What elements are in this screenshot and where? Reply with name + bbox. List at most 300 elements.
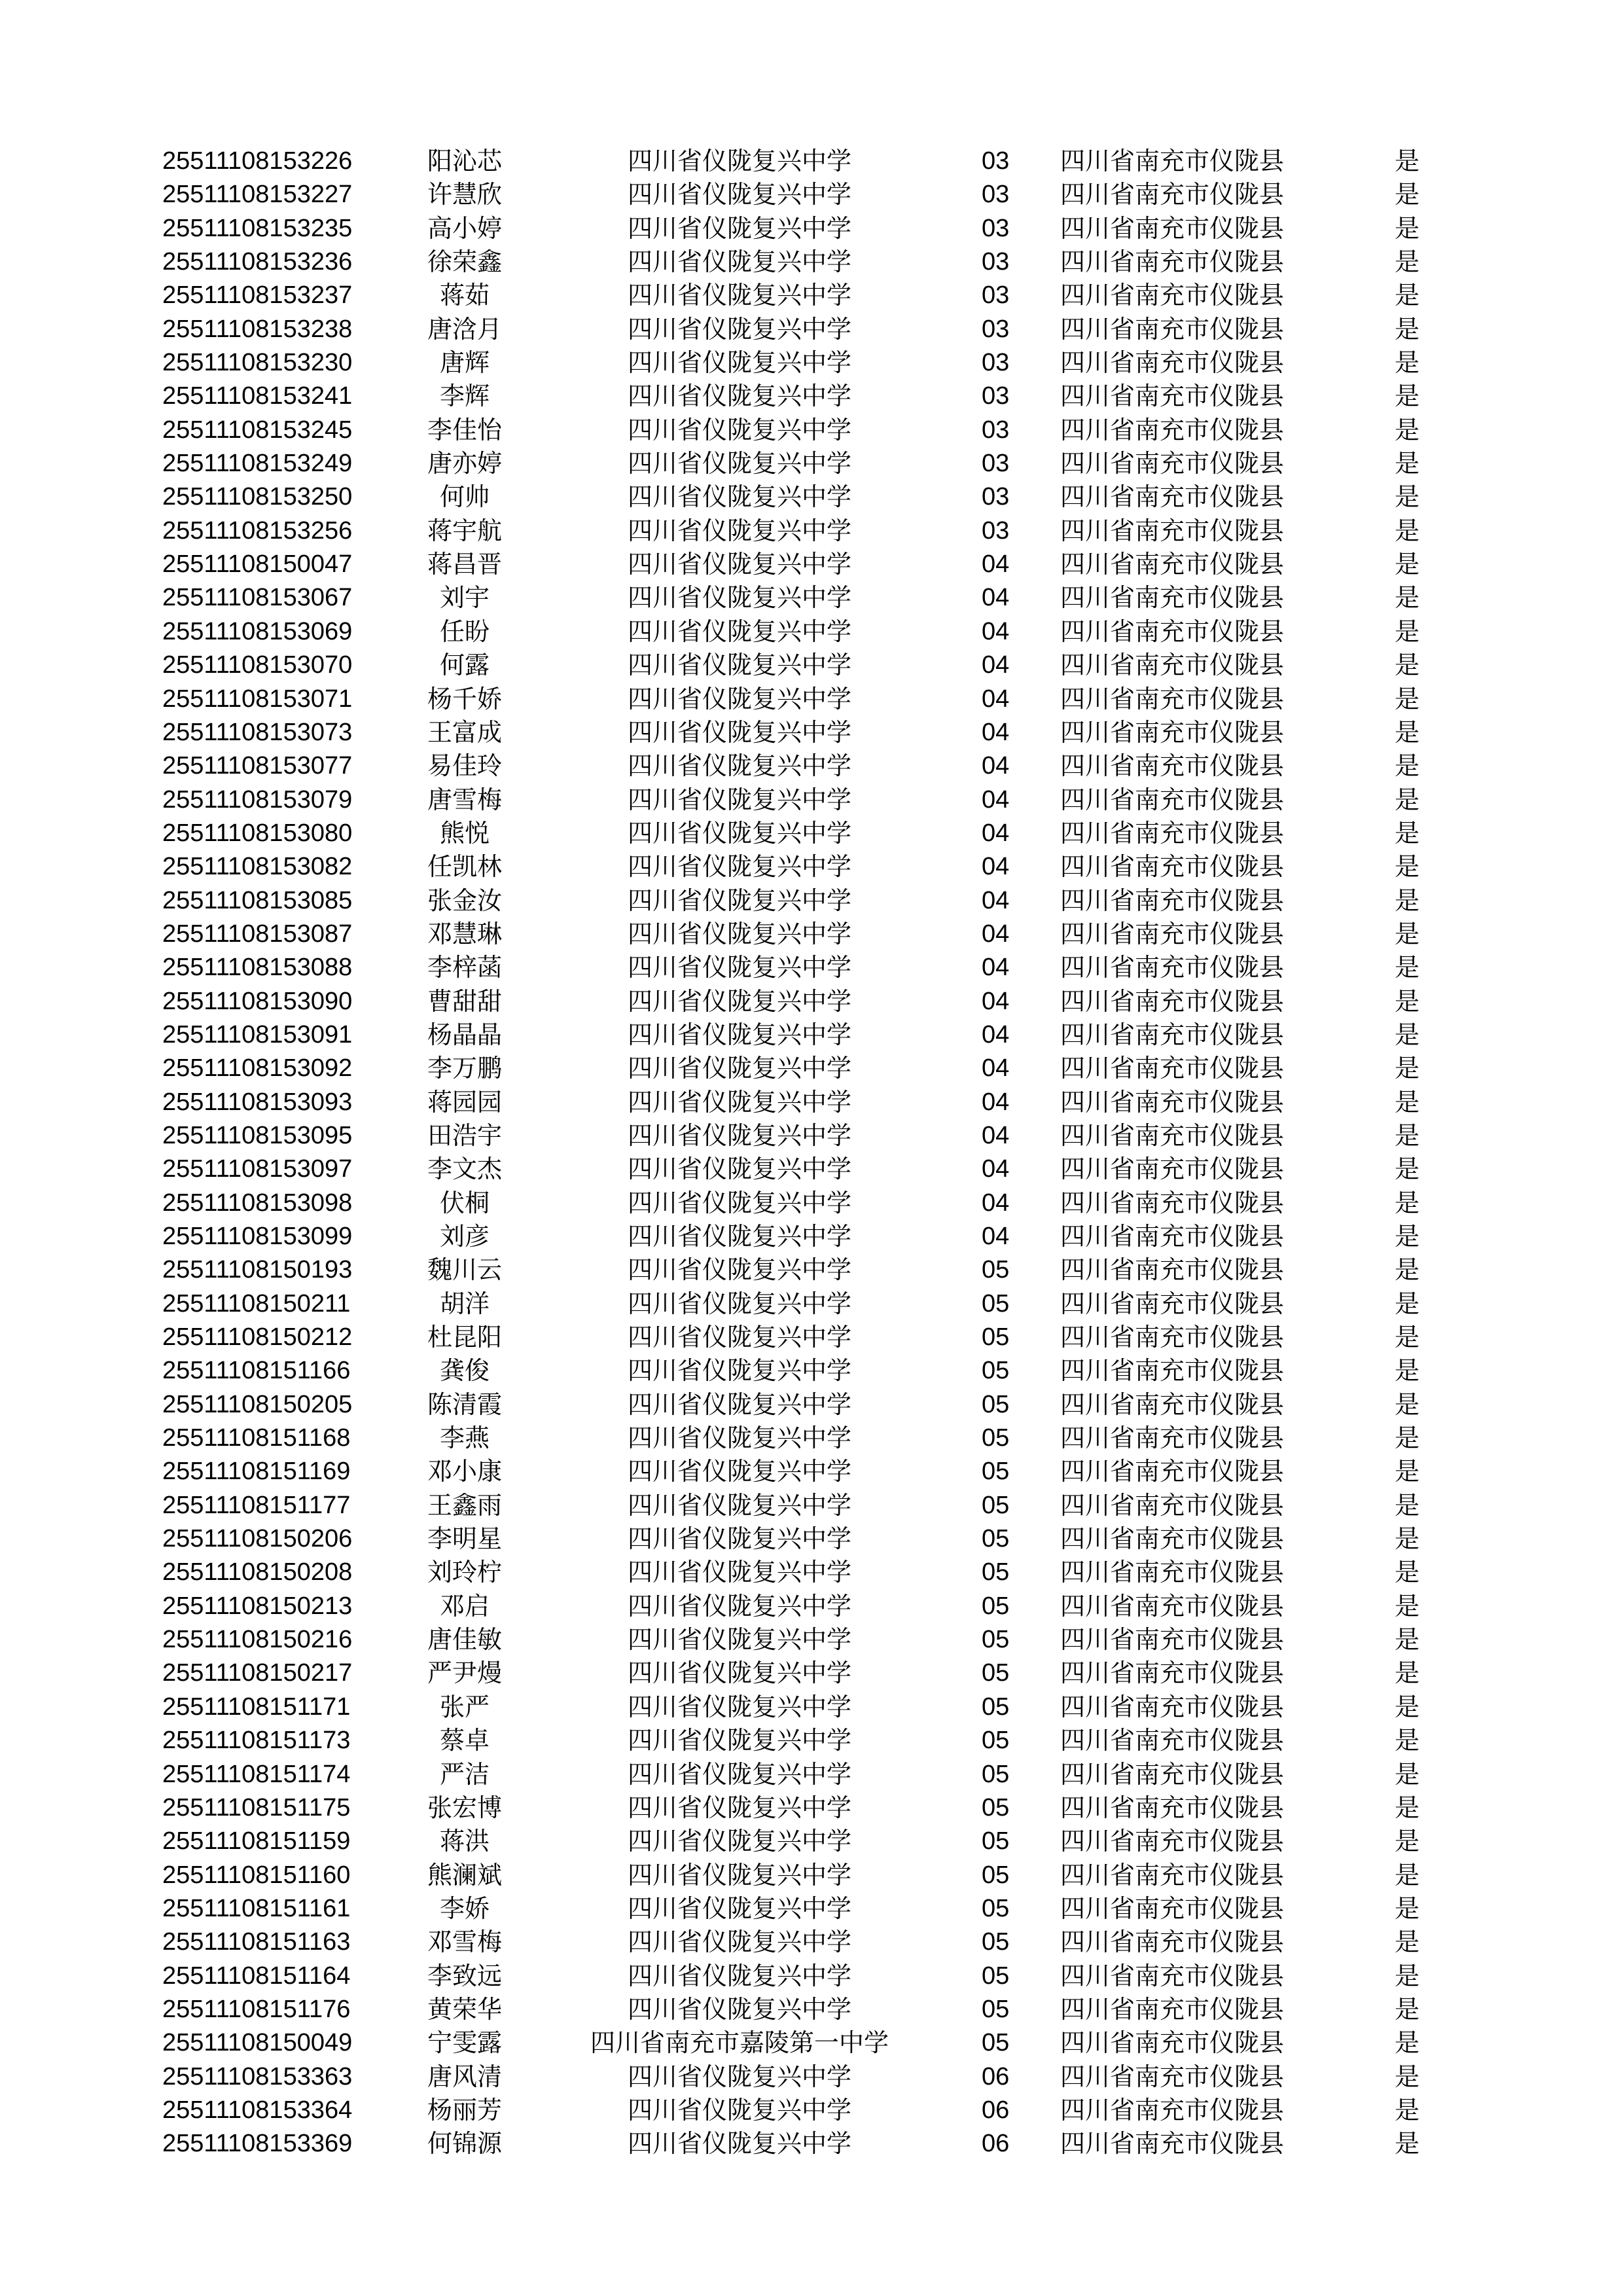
region-cell: 四川省南充市仪陇县 [1060,382,1285,411]
student-name-cell: 李致远 [427,1961,502,1990]
class-cell: 04 [982,954,1010,982]
school-cell: 四川省仪陇复兴中学 [627,1155,851,1184]
region-cell: 四川省南充市仪陇县 [1060,482,1285,512]
class-cell: 05 [982,1827,1010,1856]
student-name-cell: 唐亦婷 [427,449,502,478]
student-name-cell: 张金汝 [427,886,502,915]
student-id-cell: 25511108153369 [162,2130,353,2158]
region-cell: 四川省南充市仪陇县 [1060,1827,1285,1856]
region-cell: 四川省南充市仪陇县 [1060,1860,1285,1890]
flag-cell: 是 [1394,1054,1419,1083]
student-id-cell: 25511108151161 [162,1894,351,1922]
flag-cell: 是 [1394,281,1419,310]
school-cell: 四川省仪陇复兴中学 [627,2062,851,2091]
flag-cell: 是 [1394,247,1419,277]
student-id-cell: 25511108153067 [162,584,353,612]
class-cell: 04 [982,785,1010,814]
student-id-cell: 25511108150208 [162,1558,353,1587]
student-id-cell: 25511108150047 [162,550,353,579]
region-cell: 四川省南充市仪陇县 [1060,1893,1285,1923]
student-name-cell: 邓慧琳 [427,919,502,948]
student-name-cell: 胡洋 [439,1289,490,1318]
student-name-cell: 曹甜甜 [427,986,502,1016]
class-cell: 04 [982,1054,1010,1083]
table-row [0,1724,1623,1757]
student-id-cell: 25511108150193 [162,1256,353,1284]
region-cell: 四川省南充市仪陇县 [1060,1994,1285,2024]
table-row [0,1758,1623,1791]
student-name-cell: 严尹熳 [427,1659,502,1688]
school-cell: 四川省仪陇复兴中学 [627,818,851,848]
school-cell: 四川省仪陇复兴中学 [627,1087,851,1117]
table-row [0,1052,1623,1085]
student-name-cell: 刘玲柠 [427,1558,502,1587]
school-cell: 四川省仪陇复兴中学 [627,550,851,579]
class-cell: 05 [982,1390,1010,1418]
flag-cell: 是 [1394,147,1419,175]
school-cell: 四川省仪陇复兴中学 [627,415,851,444]
flag-cell: 是 [1394,2095,1419,2125]
table-row [0,985,1623,1018]
table-row [0,1825,1623,1858]
student-id-cell: 25511108153236 [162,248,353,276]
school-cell: 四川省仪陇复兴中学 [627,1188,851,1217]
region-cell: 四川省南充市仪陇县 [1060,1692,1285,1721]
student-id-cell: 25511108151173 [162,1727,351,1755]
flag-cell: 是 [1394,1591,1419,1621]
flag-cell: 是 [1394,852,1419,882]
class-cell: 04 [982,1223,1010,1250]
class-cell: 04 [982,617,1010,645]
flag-cell: 是 [1394,1490,1419,1520]
student-name-cell: 刘彦 [439,1222,490,1251]
region-cell: 四川省南充市仪陇县 [1060,1087,1285,1117]
region-cell: 四川省南充市仪陇县 [1060,1356,1285,1386]
table-row [0,2026,1623,2060]
class-cell: 04 [982,718,1010,746]
class-cell: 04 [982,584,1010,612]
region-cell: 四川省南充市仪陇县 [1060,1490,1285,1520]
class-cell: 05 [982,1558,1010,1587]
region-cell: 四川省南充市仪陇县 [1060,684,1285,713]
student-id-cell: 25511108153099 [162,1223,353,1250]
student-name-cell: 蒋园园 [427,1087,502,1117]
school-cell: 四川省仪陇复兴中学 [627,213,851,243]
student-name-cell: 杨丽芳 [427,2095,502,2125]
class-cell: 04 [982,1155,1010,1183]
class-cell: 05 [982,2029,1010,2057]
student-id-cell: 25511108153070 [162,651,353,679]
student-name-cell: 李文杰 [427,1155,502,1184]
table-row [0,1455,1623,1488]
student-id-cell: 25511108153237 [162,281,353,310]
student-name-cell: 蔡卓 [439,1726,490,1755]
class-cell: 05 [982,1793,1010,1821]
student-name-cell: 熊悦 [439,818,490,848]
student-id-cell: 25511108153241 [162,382,353,410]
table-row [0,1388,1623,1422]
class-cell: 06 [982,2062,1010,2090]
flag-cell: 是 [1394,1759,1419,1789]
student-name-cell: 田浩宇 [427,1121,502,1150]
class-cell: 03 [982,416,1010,444]
school-cell: 四川省仪陇复兴中学 [627,1759,851,1789]
region-cell: 四川省南充市仪陇县 [1060,314,1285,344]
student-id-cell: 25511108153363 [162,2062,353,2090]
class-cell: 05 [982,1995,1010,2023]
table-row [0,1926,1623,1959]
student-id-cell: 25511108151164 [162,1962,351,1990]
class-cell: 05 [982,1861,1010,1889]
table-row [0,178,1623,211]
student-name-cell: 李娇 [439,1893,490,1923]
region-cell: 四川省南充市仪陇县 [1060,953,1285,982]
student-id-cell: 25511108151171 [162,1693,351,1721]
student-id-cell: 25511108151166 [162,1357,351,1385]
school-cell: 四川省仪陇复兴中学 [627,1289,851,1318]
flag-cell: 是 [1394,751,1419,781]
table-row [0,615,1623,649]
school-cell: 四川省仪陇复兴中学 [627,2095,851,2125]
flag-cell: 是 [1394,1625,1419,1655]
student-name-cell: 高小婷 [427,213,502,243]
region-cell: 四川省南充市仪陇县 [1060,147,1285,175]
flag-cell: 是 [1394,651,1419,680]
student-id-cell: 25511108153093 [162,1088,353,1116]
student-name-cell: 邓小康 [427,1457,502,1486]
school-cell: 四川省仪陇复兴中学 [627,1659,851,1688]
school-cell: 四川省仪陇复兴中学 [627,1356,851,1386]
school-cell: 四川省仪陇复兴中学 [627,886,851,915]
class-cell: 06 [982,2096,1010,2124]
school-cell: 四川省仪陇复兴中学 [627,247,851,277]
table-row [0,245,1623,279]
flag-cell: 是 [1394,1726,1419,1755]
flag-cell: 是 [1394,1424,1419,1453]
class-cell: 05 [982,1693,1010,1721]
table-row [0,1220,1623,1253]
student-id-cell: 25511108153073 [162,718,353,746]
student-name-cell: 何锦源 [427,2129,502,2159]
school-cell: 四川省仪陇复兴中学 [627,1558,851,1587]
student-name-cell: 何帅 [439,482,490,512]
flag-cell: 是 [1394,1659,1419,1688]
student-name-cell: 许慧欣 [427,180,502,209]
region-cell: 四川省南充市仪陇县 [1060,1323,1285,1352]
school-cell: 四川省仪陇复兴中学 [627,1994,851,2024]
student-name-cell: 杨千娇 [427,684,502,713]
class-cell: 03 [982,516,1010,545]
class-cell: 03 [982,315,1010,343]
table-row [0,414,1623,447]
class-cell: 03 [982,382,1010,410]
flag-cell: 是 [1394,2129,1419,2159]
school-cell: 四川省仪陇复兴中学 [627,1020,851,1049]
school-cell: 四川省仪陇复兴中学 [627,953,851,982]
school-cell: 四川省仪陇复兴中学 [627,1860,851,1890]
flag-cell: 是 [1394,919,1419,948]
flag-cell: 是 [1394,516,1419,545]
student-name-cell: 任盼 [439,617,490,646]
region-cell: 四川省南充市仪陇县 [1060,449,1285,478]
student-id-cell: 25511108150211 [162,1289,351,1318]
school-cell: 四川省仪陇复兴中学 [627,1121,851,1150]
school-cell: 四川省仪陇复兴中学 [627,382,851,411]
flag-cell: 是 [1394,1323,1419,1352]
student-name-cell: 伏桐 [439,1188,490,1217]
student-id-cell: 25511108153091 [162,1020,353,1049]
class-cell: 05 [982,1525,1010,1553]
flag-cell: 是 [1394,684,1419,713]
school-cell: 四川省仪陇复兴中学 [627,1793,851,1822]
student-name-cell: 熊澜斌 [427,1860,502,1890]
region-cell: 四川省南充市仪陇县 [1060,348,1285,378]
flag-cell: 是 [1394,382,1419,411]
class-cell: 05 [982,1928,1010,1956]
table-row [0,1321,1623,1354]
school-cell: 四川省仪陇复兴中学 [627,1625,851,1655]
class-cell: 04 [982,920,1010,948]
student-id-cell: 25511108153226 [162,147,353,175]
table-row [0,783,1623,817]
class-cell: 05 [982,1256,1010,1284]
flag-cell: 是 [1394,1087,1419,1117]
student-id-cell: 25511108150206 [162,1525,353,1553]
student-id-cell: 25511108153082 [162,853,353,881]
student-id-cell: 25511108153092 [162,1054,353,1083]
table-row [0,1657,1623,1690]
flag-cell: 是 [1394,953,1419,982]
student-id-cell: 25511108153256 [162,516,353,545]
region-cell: 四川省南充市仪陇县 [1060,1726,1285,1755]
table-row [0,514,1623,548]
school-cell: 四川省仪陇复兴中学 [627,1457,851,1486]
region-cell: 四川省南充市仪陇县 [1060,1054,1285,1083]
school-cell: 四川省仪陇复兴中学 [627,1893,851,1923]
region-cell: 四川省南充市仪陇县 [1060,583,1285,613]
school-cell: 四川省仪陇复兴中学 [627,1255,851,1285]
flag-cell: 是 [1394,2062,1419,2091]
region-cell: 四川省南充市仪陇县 [1060,1289,1285,1318]
student-id-cell: 25511108153071 [162,685,353,713]
flag-cell: 是 [1394,1558,1419,1587]
school-cell: 四川省仪陇复兴中学 [627,717,851,747]
class-cell: 04 [982,550,1010,579]
table-row [0,212,1623,245]
region-cell: 四川省南充市仪陇县 [1060,550,1285,579]
student-name-cell: 唐雪梅 [427,785,502,814]
student-name-cell: 邓启 [439,1591,490,1621]
student-name-cell: 任凯林 [427,852,502,882]
school-cell: 四川省仪陇复兴中学 [627,1827,851,1856]
student-name-cell: 徐荣鑫 [427,247,502,277]
class-cell: 05 [982,1491,1010,1519]
class-cell: 04 [982,987,1010,1015]
class-cell: 05 [982,1962,1010,1990]
table-row [0,1623,1623,1657]
student-name-cell: 何露 [439,651,490,680]
flag-cell: 是 [1394,1961,1419,1990]
student-id-cell: 25511108153080 [162,819,353,847]
region-cell: 四川省南充市仪陇县 [1060,1759,1285,1789]
student-id-cell: 25511108153245 [162,416,353,444]
table-row [0,1119,1623,1153]
school-cell: 四川省仪陇复兴中学 [627,1961,851,1990]
region-cell: 四川省南充市仪陇县 [1060,247,1285,277]
student-id-cell: 25511108150216 [162,1626,353,1654]
table-row [0,1960,1623,1993]
school-cell: 四川省仪陇复兴中学 [627,1054,851,1083]
class-cell: 03 [982,181,1010,209]
school-cell: 四川省仪陇复兴中学 [627,516,851,545]
table-row [0,145,1623,178]
student-id-cell: 25511108153235 [162,214,353,242]
student-name-cell: 刘宇 [439,583,490,613]
student-id-cell: 25511108153069 [162,617,353,645]
student-id-cell: 25511108153098 [162,1189,353,1217]
school-cell: 四川省仪陇复兴中学 [627,751,851,781]
school-cell: 四川省仪陇复兴中学 [627,281,851,310]
table-row [0,884,1623,918]
table-row [0,380,1623,413]
region-cell: 四川省南充市仪陇县 [1060,2028,1285,2058]
class-cell: 04 [982,752,1010,780]
student-id-cell: 25511108151159 [162,1827,351,1856]
school-cell: 四川省仪陇复兴中学 [627,1726,851,1755]
table-row [0,1018,1623,1052]
student-id-cell: 25511108150049 [162,2029,353,2057]
table-row [0,480,1623,514]
school-cell: 四川省仪陇复兴中学 [627,482,851,512]
class-cell: 04 [982,651,1010,679]
student-name-cell: 李明星 [427,1524,502,1554]
flag-cell: 是 [1394,1390,1419,1419]
student-id-cell: 25511108153090 [162,987,353,1015]
student-name-cell: 王富成 [427,717,502,747]
student-id-cell: 25511108153249 [162,450,353,478]
table-row [0,649,1623,682]
school-cell: 四川省仪陇复兴中学 [627,2129,851,2159]
student-name-cell: 李万鹏 [427,1054,502,1083]
table-row [0,1187,1623,1220]
school-cell: 四川省仪陇复兴中学 [627,1490,851,1520]
student-name-cell: 李燕 [439,1424,490,1453]
school-cell: 四川省仪陇复兴中学 [627,651,851,680]
table-row [0,2127,1623,2161]
flag-cell: 是 [1394,818,1419,848]
table-row [0,1086,1623,1119]
student-id-cell: 25511108151169 [162,1458,351,1486]
school-cell: 四川省仪陇复兴中学 [627,1692,851,1721]
region-cell: 四川省南充市仪陇县 [1060,919,1285,948]
school-cell: 四川省仪陇复兴中学 [627,147,851,175]
table-row [0,1892,1623,1926]
table-row [0,1590,1623,1623]
student-id-cell: 25511108151174 [162,1760,351,1788]
flag-cell: 是 [1394,717,1419,747]
student-id-cell: 25511108150205 [162,1390,353,1418]
school-cell: 四川省仪陇复兴中学 [627,449,851,478]
flag-cell: 是 [1394,1692,1419,1721]
school-cell: 四川省仪陇复兴中学 [627,1390,851,1419]
school-cell: 四川省仪陇复兴中学 [627,617,851,646]
student-id-cell: 25511108153230 [162,349,353,377]
school-cell: 四川省仪陇复兴中学 [627,919,851,948]
region-cell: 四川省南充市仪陇县 [1060,415,1285,444]
student-id-cell: 25511108153077 [162,752,353,780]
flag-cell: 是 [1394,213,1419,243]
class-cell: 04 [982,886,1010,914]
student-name-cell: 严洁 [439,1759,490,1789]
table-row [0,1422,1623,1455]
student-id-cell: 25511108151176 [162,1995,351,2023]
table-row [0,918,1623,951]
flag-cell: 是 [1394,1524,1419,1554]
flag-cell: 是 [1394,449,1419,478]
flag-cell: 是 [1394,314,1419,344]
class-cell: 03 [982,349,1010,377]
region-cell: 四川省南充市仪陇县 [1060,1659,1285,1688]
class-cell: 03 [982,214,1010,242]
region-cell: 四川省南充市仪陇县 [1060,281,1285,310]
student-id-cell: 25511108151168 [162,1424,351,1452]
student-name-cell: 陈清霞 [427,1390,502,1419]
flag-cell: 是 [1394,1457,1419,1486]
table-row [0,817,1623,850]
region-cell: 四川省南充市仪陇县 [1060,1121,1285,1150]
region-cell: 四川省南充市仪陇县 [1060,180,1285,209]
class-cell: 04 [982,1121,1010,1149]
region-cell: 四川省南充市仪陇县 [1060,818,1285,848]
table-row [0,1489,1623,1522]
student-name-cell: 杨晶晶 [427,1020,502,1049]
student-id-cell: 25511108151163 [162,1928,351,1956]
school-cell: 四川省仪陇复兴中学 [627,1928,851,1957]
flag-cell: 是 [1394,1222,1419,1251]
student-id-cell: 25511108153095 [162,1121,353,1149]
region-cell: 四川省南充市仪陇县 [1060,751,1285,781]
table-row [0,279,1623,312]
class-cell: 05 [982,1727,1010,1755]
table-row [0,346,1623,380]
student-name-cell: 张严 [439,1692,490,1721]
student-id-cell: 25511108150212 [162,1323,353,1352]
student-id-cell: 25511108153238 [162,315,353,343]
flag-cell: 是 [1394,482,1419,512]
region-cell: 四川省南充市仪陇县 [1060,1625,1285,1655]
student-name-cell: 蒋宇航 [427,516,502,545]
student-id-cell: 25511108150217 [162,1659,353,1687]
region-cell: 四川省南充市仪陇县 [1060,1558,1285,1587]
student-name-cell: 龚俊 [439,1356,490,1386]
region-cell: 四川省南充市仪陇县 [1060,651,1285,680]
table-row [0,1791,1623,1825]
table-row [0,1859,1623,1892]
student-id-cell: 25511108153079 [162,785,353,814]
flag-cell: 是 [1394,1793,1419,1822]
region-cell: 四川省南充市仪陇县 [1060,1020,1285,1049]
flag-cell: 是 [1394,180,1419,209]
flag-cell: 是 [1394,986,1419,1016]
student-name-cell: 黄荣华 [427,1994,502,2024]
flag-cell: 是 [1394,1155,1419,1184]
flag-cell: 是 [1394,415,1419,444]
region-cell: 四川省南充市仪陇县 [1060,886,1285,915]
flag-cell: 是 [1394,2028,1419,2058]
student-name-cell: 杜昆阳 [427,1323,502,1352]
class-cell: 03 [982,147,1010,175]
student-id-cell: 25511108153250 [162,483,353,511]
